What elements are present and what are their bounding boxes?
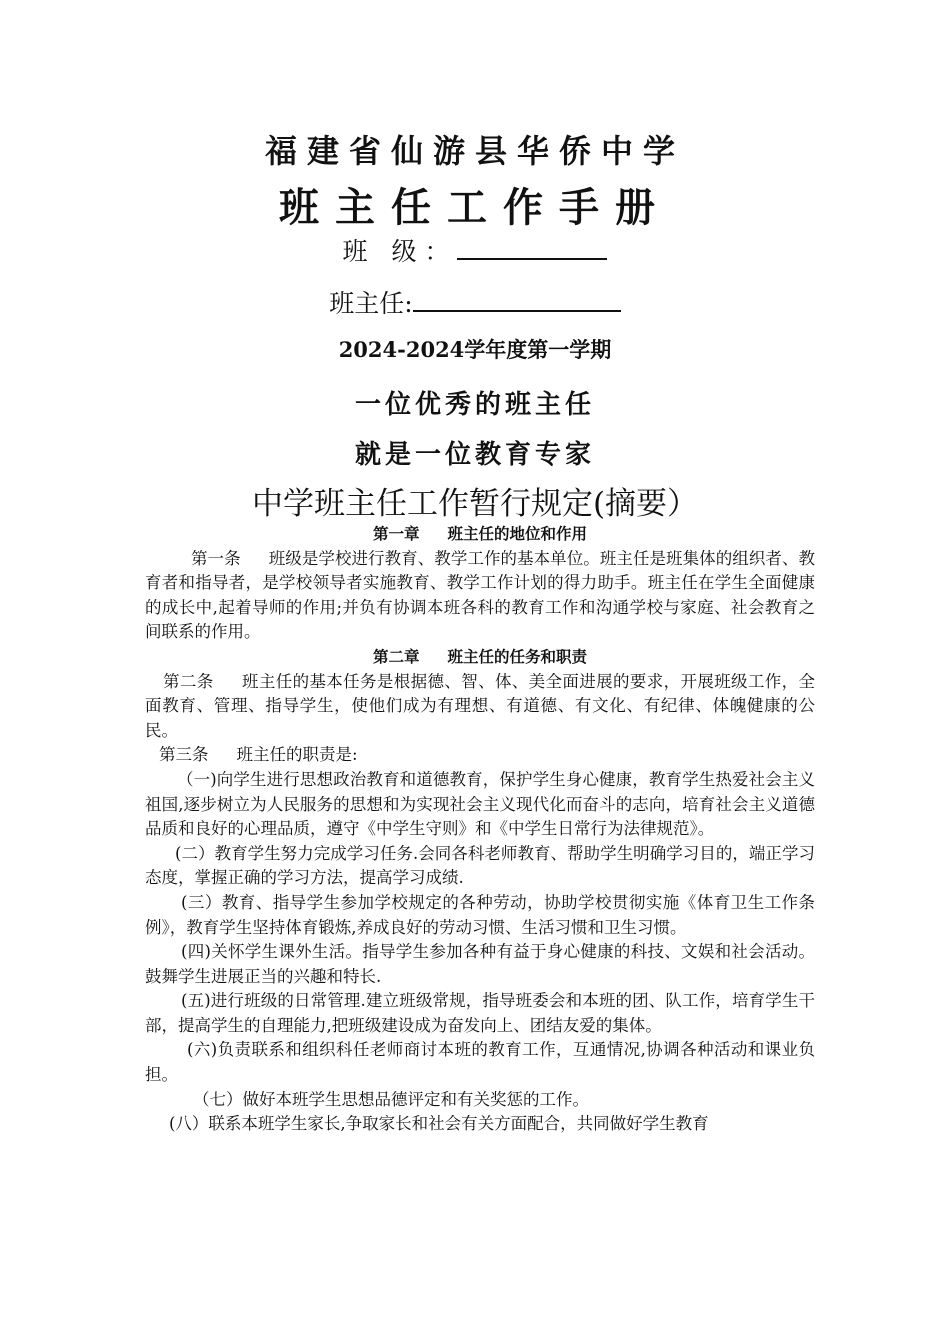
motto-line-2: 就是一位教育专家 [354, 440, 595, 470]
duty-item: (四)关怀学生课外生活。指导学生参加各种有益于身心健康的科技、文娱和社会活动。鼓舞学生进展正当的兴趣和特长. [145, 942, 815, 986]
article-label: 第二条 [163, 671, 214, 691]
article-paragraph [145, 670, 815, 744]
chapter-name: 班主任的任务和职责 [447, 647, 588, 666]
school-name: 福建省仙游县华侨中学 [264, 132, 685, 170]
chapter-name: 班主任的地位和作用 [447, 525, 588, 543]
article-text: 班主任的职责是: [236, 745, 358, 765]
regulation-title: 中学班主任工作暂行规定(摘要） [251, 486, 699, 522]
duty-item: (三）教育、指导学生参加学校规定的各种劳动，协助学校贯彻实施《体育卫生工作条例》，教育学生坚持体育锻炼,养成良好的劳动习惯、生活习惯和卫生习惯。 [145, 892, 815, 937]
teacher-blank-line [413, 284, 621, 312]
article-label: 第三条 [159, 745, 209, 765]
duty-item: (二）教育学生努力完成学习任务.会同各科老师教育、帮助学生明确学习目的，端正学习态度，掌握正确的学习方法，提高学习成绩. [145, 843, 815, 888]
class-label: 班 级： [342, 237, 458, 266]
manual-title: 班主任工作手册 [279, 184, 671, 231]
duty-item: (五)进行班级的日常管理.建立班级常规，指导班委会和本班的团、队工作，培育学生干部，提高学生的自理能力,把班级建设成为奋发向上、团结友爱的集体。 [145, 991, 815, 1035]
duty-item: (八）联系本班学生家长,争取家长和社会有关方面配合，共同做好学生教育 [169, 1114, 709, 1134]
article-paragraph [145, 547, 815, 645]
article-text: 班主任的基本任务是根据德、智、体、美全面进展的要求，开展班级工作，全面教育、管理、指导学生，使他们成为有理想、有道德、有文化、有纪律、体魄健康的公民。 [145, 671, 816, 740]
duty-item: （七）做好本班学生思想品德评定和有关奖惩的工作。 [193, 1089, 589, 1109]
article-label: 第一条 [191, 548, 241, 568]
chapter-heading [145, 645, 815, 670]
chapter-number: 第二章 [372, 647, 420, 666]
chapter-heading [145, 522, 815, 547]
motto-line-1: 一位优秀的班主任 [354, 390, 595, 420]
article-paragraph [145, 743, 815, 768]
regulation-body [145, 522, 815, 1137]
teacher-field [0, 284, 950, 320]
class-blank-line [457, 232, 607, 260]
chapter-number: 第一章 [372, 525, 420, 543]
term-line: 2024-2024学年度第一学期 [338, 337, 612, 362]
class-field [0, 232, 950, 268]
duty-item: （一)向学生进行思想政治教育和道德教育，保护学生身心健康，教育学生热爱社会主义祖国,逐步树立为人民服务的思想和为实现社会主义现代化而奋斗的志向，培育社会主义道德品质和良好的心理品质，遵守《中学生守则》和《中学生日常行为法律规范》。 [145, 769, 815, 839]
article-text: 班级是学校进行教育、教学工作的基本单位。班主任是班集体的组织者、教育者和指导者，是学校领导者实施教育、教学工作计划的得力助手。班主任在学生全面健康的成长中,起着导师的作用;并负有协调本班各科的教育工作和沟通学校与家庭、社会教育之间联系的作用。 [145, 548, 816, 642]
duty-item: (六)负责联系和组织科任老师商讨本班的教育工作，互通情况,协调各种活动和课业负担。 [145, 1040, 815, 1085]
teacher-label: 班主任: [329, 289, 413, 318]
